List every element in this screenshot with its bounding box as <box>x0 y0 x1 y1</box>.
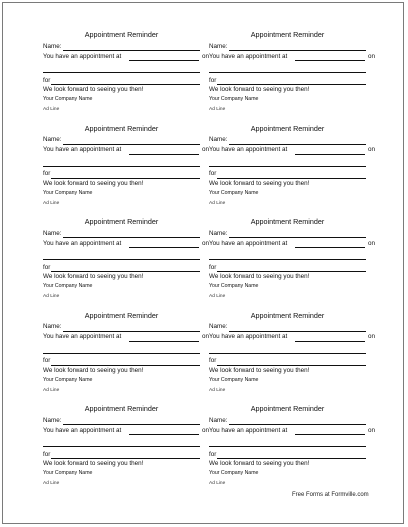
name-label: Name: <box>209 229 228 237</box>
name-label: Name: <box>209 136 228 144</box>
name-row <box>43 323 200 332</box>
appointment-reminder-card <box>209 404 375 499</box>
appointment-time-line[interactable] <box>295 434 365 435</box>
closing-text: We look forward to seeing you then! <box>43 366 144 374</box>
name-line[interactable] <box>229 237 366 238</box>
company-name: Your Company Name <box>209 470 259 476</box>
appointment-reminder-card <box>43 30 209 125</box>
appointment-label: You have an appointment at <box>209 239 288 247</box>
reminder-sheet <box>2 2 404 524</box>
for-row <box>43 170 200 179</box>
appointment-reminder-card <box>43 310 209 406</box>
ad-line: Ad Line <box>43 200 60 206</box>
name-line[interactable] <box>63 50 200 51</box>
name-line[interactable] <box>229 424 366 425</box>
for-row <box>209 450 366 459</box>
date-line[interactable] <box>43 166 200 167</box>
ad-line: Ad Line <box>209 200 226 206</box>
name-line[interactable] <box>63 331 200 332</box>
ad-line: Ad Line <box>43 387 60 393</box>
appointment-time-line[interactable] <box>295 154 365 155</box>
for-line[interactable] <box>217 458 366 459</box>
name-label: Name: <box>43 229 62 237</box>
name-label: Name: <box>43 416 62 424</box>
appointment-row <box>43 333 209 342</box>
name-line[interactable] <box>63 144 200 145</box>
for-label: for <box>209 263 217 271</box>
date-row <box>209 158 366 167</box>
appointment-label: You have an appointment at <box>43 52 122 60</box>
date-line[interactable] <box>43 259 200 260</box>
for-row <box>43 357 200 366</box>
for-line[interactable] <box>217 84 366 85</box>
closing-text: We look forward to seeing you then! <box>209 179 310 187</box>
on-label: on <box>201 239 209 247</box>
appointment-time-line[interactable] <box>129 247 199 248</box>
company-name: Your Company Name <box>43 189 93 196</box>
ad-line: Ad Line <box>43 107 60 112</box>
company-name: Your Company Name <box>43 283 93 289</box>
for-label: for <box>43 263 51 271</box>
card-title: Appointment Reminder <box>250 123 325 133</box>
name-row <box>209 416 366 425</box>
date-row <box>43 345 200 354</box>
date-row <box>43 64 200 73</box>
name-row <box>209 323 366 332</box>
ad-line: Ad Line <box>209 481 226 486</box>
name-line[interactable] <box>63 237 200 238</box>
on-label: on <box>201 426 209 434</box>
for-line[interactable] <box>217 365 366 366</box>
date-line[interactable] <box>209 166 366 167</box>
name-label: Name: <box>43 323 62 331</box>
appointment-row <box>209 146 375 155</box>
closing-text: We look forward to seeing you then! <box>209 273 310 280</box>
for-line[interactable] <box>51 458 200 459</box>
name-row <box>43 416 200 425</box>
name-label: Name: <box>43 136 62 144</box>
date-row <box>43 251 200 260</box>
on-label: on <box>367 333 375 341</box>
name-label: Name: <box>209 42 228 50</box>
name-row <box>209 42 366 51</box>
appointment-time-line[interactable] <box>129 434 199 435</box>
for-row <box>209 170 366 179</box>
appointment-reminder-card <box>209 217 375 312</box>
appointment-row <box>43 52 209 61</box>
company-name: Your Company Name <box>209 283 259 289</box>
name-row <box>43 136 200 145</box>
for-row <box>43 263 200 272</box>
on-label: on <box>367 426 375 434</box>
appointment-label: You have an appointment at <box>209 146 288 154</box>
appointment-row <box>209 239 375 248</box>
closing-text: We look forward to seeing you then! <box>43 460 144 467</box>
date-row <box>43 158 200 167</box>
for-label: for <box>43 170 51 178</box>
appointment-row <box>43 239 209 248</box>
ad-line: Ad Line <box>43 294 60 299</box>
for-label: for <box>209 357 217 365</box>
date-row <box>43 438 200 447</box>
appointment-time-line[interactable] <box>129 60 199 61</box>
for-row <box>209 263 366 272</box>
closing-text: We look forward to seeing you then! <box>209 366 310 374</box>
closing-text: We look forward to seeing you then! <box>209 460 310 467</box>
date-row <box>209 251 366 260</box>
for-line[interactable] <box>51 365 200 366</box>
appointment-label: You have an appointment at <box>43 333 122 341</box>
card-title: Appointment Reminder <box>84 310 159 320</box>
name-row <box>209 136 366 145</box>
appointment-row <box>209 426 375 435</box>
appointment-reminder-card <box>209 310 375 406</box>
ad-line: Ad Line <box>209 294 226 299</box>
date-line[interactable] <box>43 353 200 354</box>
name-label: Name: <box>209 323 228 331</box>
for-label: for <box>43 450 51 458</box>
name-line[interactable] <box>63 424 200 425</box>
appointment-label: You have an appointment at <box>43 146 122 154</box>
name-label: Name: <box>43 42 62 50</box>
closing-text: We look forward to seeing you then! <box>209 86 310 93</box>
ad-line: Ad Line <box>43 481 60 486</box>
for-row <box>43 450 200 459</box>
appointment-time-line[interactable] <box>295 247 365 248</box>
date-row <box>209 345 366 354</box>
closing-text: We look forward to seeing you then! <box>43 179 144 187</box>
for-row <box>43 76 200 85</box>
company-name: Your Company Name <box>43 96 93 102</box>
on-label: on <box>201 146 209 154</box>
date-line[interactable] <box>43 72 200 73</box>
appointment-reminder-card <box>209 123 375 219</box>
for-label: for <box>209 76 217 84</box>
appointment-row <box>209 52 375 61</box>
appointment-label: You have an appointment at <box>43 239 122 247</box>
card-title: Appointment Reminder <box>250 217 325 226</box>
name-row <box>43 42 200 51</box>
ad-line: Ad Line <box>209 387 226 393</box>
on-label: on <box>201 333 209 341</box>
appointment-label: You have an appointment at <box>209 52 288 60</box>
for-line[interactable] <box>51 178 200 179</box>
name-row <box>209 229 366 238</box>
for-line[interactable] <box>51 84 200 85</box>
appointment-reminder-card <box>43 123 209 219</box>
ad-line: Ad Line <box>209 107 226 112</box>
appointment-label: You have an appointment at <box>209 333 288 341</box>
for-label: for <box>209 450 217 458</box>
date-line[interactable] <box>209 72 366 73</box>
card-title: Appointment Reminder <box>250 30 325 39</box>
card-title: Appointment Reminder <box>250 404 325 413</box>
name-line[interactable] <box>229 50 366 51</box>
date-line[interactable] <box>209 353 366 354</box>
date-line[interactable] <box>209 259 366 260</box>
company-name: Your Company Name <box>209 96 259 102</box>
for-line[interactable] <box>217 178 366 179</box>
date-line[interactable] <box>43 446 200 447</box>
appointment-label: You have an appointment at <box>43 426 122 434</box>
card-title: Appointment Reminder <box>84 217 159 226</box>
appointment-row <box>43 146 209 155</box>
appointment-time-line[interactable] <box>129 154 199 155</box>
appointment-time-line[interactable] <box>129 341 199 342</box>
appointment-reminder-card <box>209 30 375 125</box>
appointment-time-line[interactable] <box>295 60 365 61</box>
on-label: on <box>367 239 375 247</box>
closing-text: We look forward to seeing you then! <box>43 86 144 93</box>
for-label: for <box>43 357 51 365</box>
company-name: Your Company Name <box>43 376 93 383</box>
name-line[interactable] <box>229 144 366 145</box>
company-name: Your Company Name <box>209 189 259 196</box>
appointment-label: You have an appointment at <box>209 426 288 434</box>
company-name: Your Company Name <box>43 470 93 476</box>
card-title: Appointment Reminder <box>84 123 159 133</box>
on-label: on <box>201 52 209 60</box>
appointment-reminder-card <box>43 217 209 312</box>
for-line[interactable] <box>51 271 200 272</box>
date-line[interactable] <box>209 446 366 447</box>
appointment-row <box>43 426 209 435</box>
for-row <box>209 357 366 366</box>
for-row <box>209 76 366 85</box>
on-label: on <box>367 52 375 60</box>
footer-credit: Free Forms at Formville.com <box>292 492 369 498</box>
name-line[interactable] <box>229 331 366 332</box>
name-row <box>43 229 200 238</box>
appointment-row <box>209 333 375 342</box>
company-name: Your Company Name <box>209 376 259 383</box>
name-label: Name: <box>209 416 228 424</box>
for-label: for <box>209 170 217 178</box>
card-title: Appointment Reminder <box>84 404 159 413</box>
on-label: on <box>367 146 375 154</box>
date-row <box>209 64 366 73</box>
appointment-reminder-card <box>43 404 209 499</box>
closing-text: We look forward to seeing you then! <box>43 273 144 280</box>
appointment-time-line[interactable] <box>295 341 365 342</box>
card-title: Appointment Reminder <box>84 30 159 39</box>
for-label: for <box>43 76 51 84</box>
card-title: Appointment Reminder <box>250 310 325 320</box>
date-row <box>209 438 366 447</box>
for-line[interactable] <box>217 271 366 272</box>
